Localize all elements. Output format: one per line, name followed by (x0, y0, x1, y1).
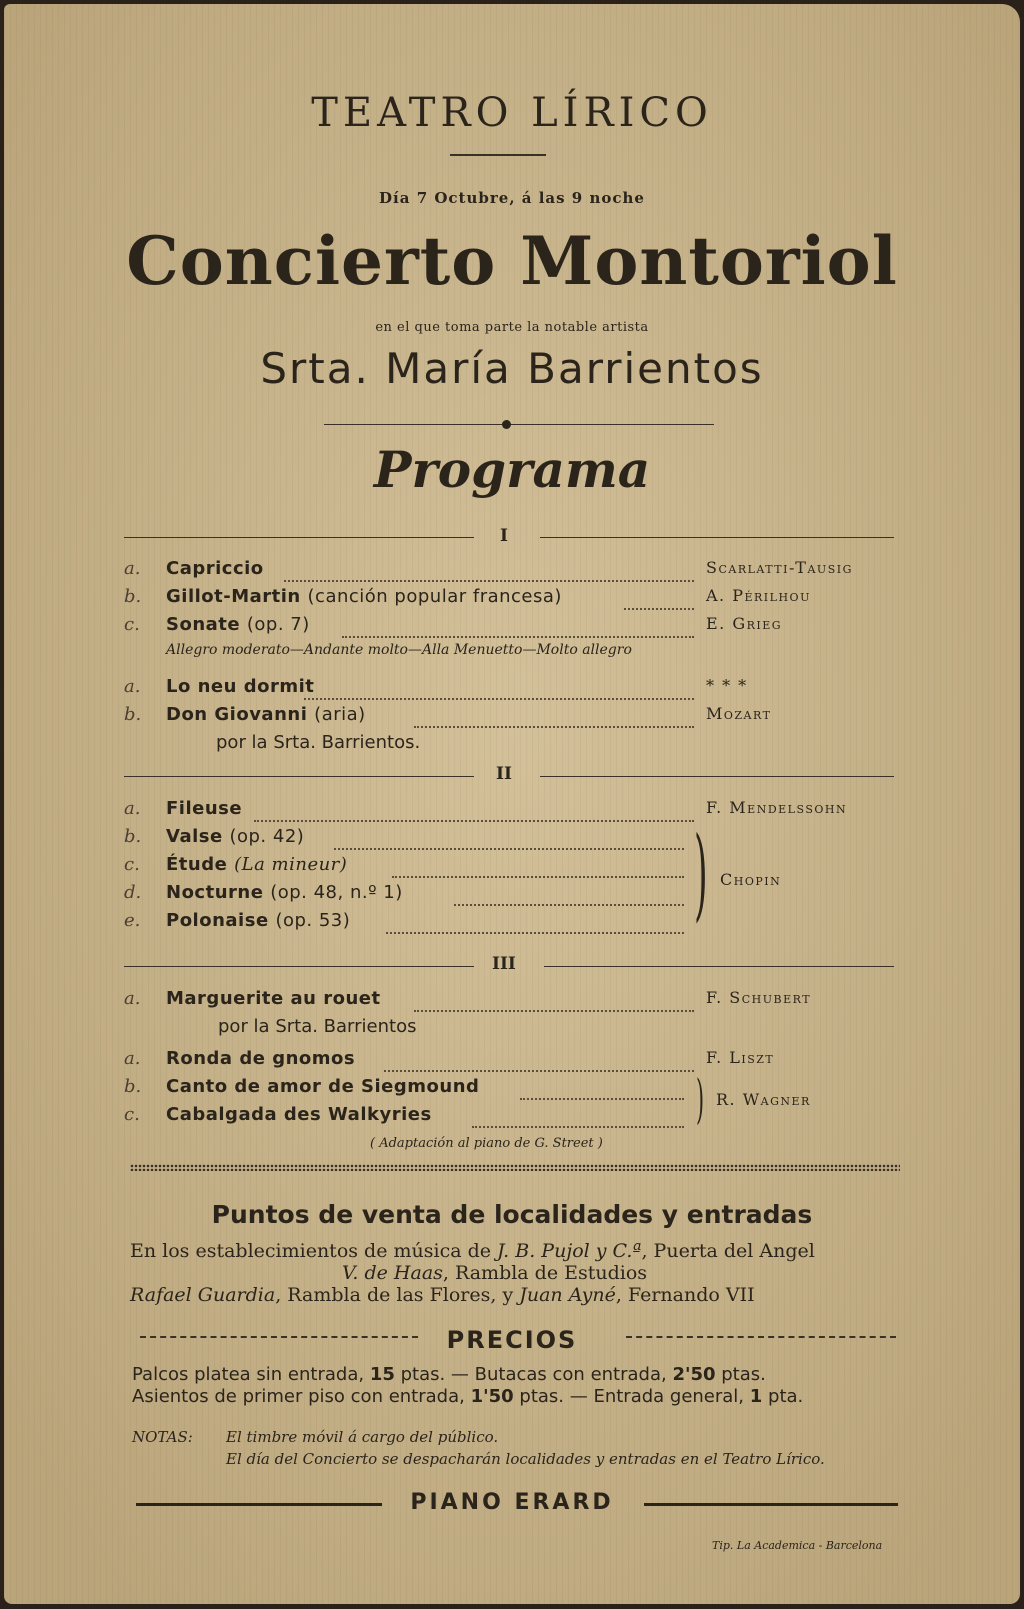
price-value: 1'50 (470, 1386, 514, 1407)
item-letter: b. (124, 704, 142, 725)
divider (450, 154, 546, 156)
piece-title: Ronda de gnomos (166, 1048, 356, 1069)
footer-rule (644, 1503, 898, 1506)
price-line (132, 1364, 766, 1385)
price-text: ptas. — Butacas con entrada, (394, 1364, 673, 1385)
brace: ) (696, 1070, 705, 1130)
item-letter: c. (124, 854, 140, 875)
item-letter: a. (124, 558, 141, 579)
piece-name: Étude (166, 854, 228, 875)
piece-title (166, 882, 403, 903)
price-text: Asientos de primer piso con entrada, (132, 1386, 471, 1407)
sales-text: , Fernando VII (615, 1284, 755, 1306)
piece-title (166, 910, 350, 931)
performer-note: por la Srta. Barrientos (218, 1016, 417, 1037)
price-value: 2'50 (672, 1364, 716, 1385)
piece-title: Fileuse (166, 798, 243, 819)
leader-dots (284, 558, 694, 582)
composer: F. Liszt (706, 1048, 775, 1067)
piece-title: Canto de amor de Siegmound (166, 1076, 480, 1097)
program-item (124, 988, 894, 1014)
note-line: El día del Concierto se despacharán localidades y entradas en el Teatro Lírico. (226, 1450, 825, 1468)
sales-text: , Rambla de Estudios (442, 1262, 648, 1284)
piece-detail: (canción popular francesa) (307, 586, 562, 607)
movements-note: Allegro moderato—Andante molto—Alla Menuetto—Molto allegro (166, 642, 632, 658)
item-letter: b. (124, 826, 142, 847)
piece-detail: (op. 42) (229, 826, 305, 847)
piece-detail: (op. 53) (275, 910, 351, 931)
piece-name: Polonaise (166, 910, 269, 931)
program-item (124, 558, 894, 584)
sales-title: Puntos de venta de localidades y entradas (211, 1200, 813, 1229)
sales-line (130, 1240, 815, 1262)
notes-label: NOTAS: (132, 1428, 193, 1446)
sales-line (342, 1262, 647, 1284)
piece-detail: (aria) (314, 704, 366, 725)
item-letter: c. (124, 614, 140, 635)
leader-dots (454, 882, 684, 906)
piece-title (166, 586, 562, 607)
note-line: El timbre móvil á cargo del público. (226, 1428, 499, 1446)
section-rule (540, 776, 894, 777)
leader-dots (384, 1048, 694, 1072)
price-value: 15 (369, 1364, 395, 1385)
theatre-name: TEATRO LÍRICO (311, 90, 713, 136)
sales-text: , Rambla de las Flores, y (275, 1284, 520, 1306)
shop-name: Juan Ayné (519, 1284, 616, 1306)
shop-name: V. de Haas (342, 1262, 443, 1284)
concert-date: Día 7 Octubre, á las 9 noche (379, 189, 645, 207)
section-rule (124, 776, 474, 777)
section-rule (540, 537, 894, 538)
piece-title: Lo neu dormit (166, 676, 315, 697)
piece-name: Gillot-Martin (166, 586, 301, 607)
item-letter: d. (124, 882, 142, 903)
program-item (124, 614, 894, 640)
price-value: 1 (749, 1386, 763, 1407)
composer: A. Périlhou (706, 586, 811, 605)
item-letter: a. (124, 988, 141, 1009)
shop-name: Rafael Guardia (130, 1284, 276, 1306)
divider (324, 424, 714, 425)
brace: ) (694, 815, 708, 932)
piece-title: Marguerite au rouet (166, 988, 381, 1009)
program-item (124, 1048, 894, 1074)
composer: E. Grieg (706, 614, 783, 633)
section-rule (124, 966, 474, 967)
piece-name: Valse (166, 826, 223, 847)
section-label: III (492, 954, 516, 974)
program-item (124, 704, 894, 730)
item-letter: a. (124, 676, 141, 697)
item-letter: b. (124, 1076, 142, 1097)
piece-name: Sonate (166, 614, 241, 635)
price-text: pta. (762, 1386, 804, 1407)
leader-dots (624, 586, 694, 610)
piece-title (166, 854, 347, 875)
price-text: Palcos platea sin entrada, (132, 1364, 370, 1385)
section-label: I (500, 526, 508, 546)
program-item (124, 910, 894, 936)
section-label: II (496, 764, 512, 784)
subtitle: en el que toma parte la notable artista (375, 320, 649, 335)
composer: * * * (706, 676, 748, 695)
leader-dots (414, 704, 694, 728)
piece-title (166, 704, 366, 725)
programa-heading: Programa (373, 440, 651, 499)
shop-name: J. B. Pujol y C.ª (497, 1240, 642, 1262)
item-letter: c. (124, 1104, 140, 1125)
price-text: ptas. (715, 1364, 766, 1385)
program-item (124, 798, 894, 824)
prices-title: PRECIOS (446, 1326, 578, 1354)
item-letter: b. (124, 586, 142, 607)
program-sheet (4, 4, 1020, 1604)
leader-dots (342, 614, 694, 638)
composer: Mozart (706, 704, 772, 723)
piece-name: Nocturne (166, 882, 264, 903)
piece-title (166, 826, 304, 847)
sales-line (130, 1284, 755, 1306)
item-letter: a. (124, 798, 141, 819)
composer: R. Wagner (716, 1090, 811, 1109)
leader-dots (520, 1076, 684, 1100)
section-rule (124, 537, 474, 538)
artist-name: Srta. María Barrientos (260, 344, 764, 393)
composer: Scarlatti-Tausig (706, 558, 853, 577)
leader-dots (386, 910, 684, 934)
composer: Chopin (720, 870, 782, 889)
sales-text: , Puerta del Angel (641, 1240, 815, 1262)
piece-title: Cabalgada des Walkyries (166, 1104, 432, 1125)
composer: F. Schubert (706, 988, 812, 1007)
performer-note: por la Srta. Barrientos. (216, 732, 421, 753)
ornament-rule (626, 1336, 896, 1344)
section-rule (544, 966, 894, 967)
leader-dots (392, 854, 684, 878)
leader-dots (334, 826, 684, 850)
dotted-divider (130, 1164, 900, 1171)
piece-name: Don Giovanni (166, 704, 308, 725)
piece-detail: (La mineur) (234, 854, 348, 875)
sales-text: En los establecimientos de música de (130, 1240, 498, 1262)
piece-title (166, 614, 310, 635)
printer-imprint: Tip. La Academica - Barcelona (712, 1539, 883, 1552)
piece-detail: (op. 7) (246, 614, 310, 635)
item-letter: e. (124, 910, 141, 931)
price-text: ptas. — Entrada general, (513, 1386, 750, 1407)
adaptation-note: ( Adaptación al piano de G. Street ) (370, 1136, 603, 1151)
divider-dot (502, 420, 511, 429)
composer: F. Mendelssohn (706, 798, 848, 817)
piece-title: Capriccio (166, 558, 264, 579)
piece-detail: (op. 48, n.º 1) (270, 882, 403, 903)
leader-dots (254, 798, 694, 822)
program-item (124, 826, 894, 852)
piano-brand: PIANO ERARD (410, 1490, 614, 1515)
program-item (124, 676, 894, 702)
price-line (132, 1386, 803, 1407)
concert-title: Concierto Montoriol (126, 222, 898, 300)
item-letter: a. (124, 1048, 141, 1069)
leader-dots (304, 676, 694, 700)
leader-dots (472, 1104, 684, 1128)
leader-dots (414, 988, 694, 1012)
program-item (124, 586, 894, 612)
